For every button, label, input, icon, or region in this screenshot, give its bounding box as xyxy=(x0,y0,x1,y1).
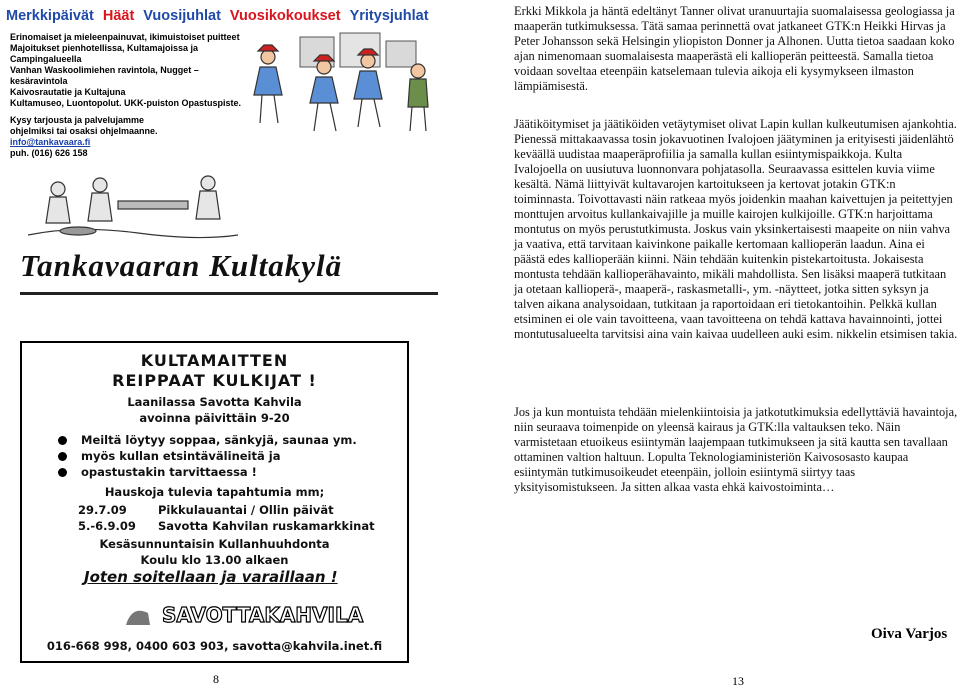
ad-line: avoinna päivittäin 9-20 xyxy=(139,411,290,425)
event-row: 5.-6.9.09 Savotta Kahvilan ruskamarkkinat xyxy=(78,519,375,533)
call-to-action: Joten soitellaan ja varaillaan ! xyxy=(84,568,338,586)
ad-phone: 016-668 998, 0400 603 903, savotta@kahvila.inet.fi xyxy=(46,639,383,653)
email-link[interactable]: info@tankavaara.fi xyxy=(10,137,91,147)
left-page xyxy=(0,0,470,685)
dancers-illustration xyxy=(240,27,440,137)
bullet-icon xyxy=(58,468,67,477)
ad-title: REIPPAAT KULKIJAT ! xyxy=(112,371,317,390)
ad-line: Kaivosrautatie ja Kultajuna xyxy=(10,87,126,97)
page-number-right: 13 xyxy=(732,674,744,688)
ad-line: Kultamuseo, Luontopolut. UKK-puiston Opastuspiste. xyxy=(10,98,241,108)
bullet-icon xyxy=(58,436,67,445)
bullet-item: opastustakin tarvittaessa ! xyxy=(58,465,257,479)
bullet-item: Meiltä löytyy soppaa, sänkyjä, saunaa ym. xyxy=(58,433,357,447)
savotta-kahvila-logo xyxy=(122,595,372,631)
paragraph: Erkki Mikkola ja häntä edeltänyt Tanner olivat uranuurtajia suomalaisessa geologiassa ja maaperän tutkimuksessa. Tätä samaa perinnettä ovat jatkaneet GTK:n Heikki Hirvas ja Peter Johansson sekä Helsingin yliopiston Donner ja Alhonen. Uutta tietoa saadaan koko ajan nimenomaan suomalaisesta maaperästä eli kallioperän peitteestä. Samalla tietoa voidaan soveltaa eteenpäin katselemaan tulevia aikoja eli kysymykseen ilmaston lämpiämisestä. xyxy=(514,4,955,93)
tagline-item: Vuosikokoukset xyxy=(229,8,341,24)
contact-line: ohjelmiksi tai osaksi ohjelmaanne. xyxy=(10,126,158,136)
brand-underline xyxy=(20,292,438,295)
ad-line: Majoitukset pienhotellissa, Kultamajoissa ja xyxy=(10,43,199,53)
gold-panners-illustration xyxy=(18,165,243,245)
course-line: Koulu klo 13.00 alkaen xyxy=(140,553,289,567)
ad-features xyxy=(10,32,240,109)
author-name: Oiva Varjos xyxy=(871,626,948,642)
brand-logo: Tankavaaran Kultakylä xyxy=(20,248,343,283)
ad-contact xyxy=(10,115,240,159)
logo-text: SAVOTTAKAHVILA xyxy=(162,603,364,627)
ad-title: KULTAMAITTEN xyxy=(140,351,289,370)
tagline-item: Vuosijuhlat xyxy=(143,8,221,24)
paragraph: Jäätiköitymiset ja jäätiköiden vetäytymiset olivat Lapin kullan kulkeutumisen ajankohtia. Pienessä mittakaavassa tosin jokavuotinen Ivalojoen jäätyminen ja erityisesti jäidenlähtö keväällä uudistaa maaperäprofiilia ja samalla kullan esiintymispaikkoja. Kulta Ivalojoella on uusiutuva luonnonvara pohjatasolla. Seuraavassa esittelen kuvia viime kesältä. Nämä liittyivät kultavarojen kartoitukseen ja kertovat jotakin GTK:n toiminnasta. Toivottavasti näin ratkeaa myös joidenkin maahan kaivettujen ja peitettyjen monttujen arvoitus kullankaivajille ja muille kairojen kulkijoille. GTK:n harjoittama montutus on myös perustutkimusta. Joskus vain yksinkertaisesti maapeite on niin vahva ja vaativa, että tarvitaan kaivinkone paikalle kertomaan kallioperän laadun. Aina ei päästä edes kallioperään kiinni. Näin tehdään kuitenkin pistekartoitusta. Jokaisesta montusta tehdään kallioperähavainto, mikäli mahdollista. Sen lisäksi maaperä tutkitaan ja otetaan kallioperä-, maaperä-, raskasmetalli-, ym. -näytteet, jotka sitten syksyn ja talven aikana analysoidaan, tutkitaan ja raportoidaan eri tietokantoihin. Pelkkä kullan etsiminen ei ole vain tavoitteena, vaan tavoitteena on tehdä kattava havainnointi, jottei montutusalueelta tarvitsisi aina vain kaivaa uudelleen auki esim. nikkelin etsimisen takia. xyxy=(514,117,958,341)
ad-line: Erinomaiset ja mieleenpainuvat, ikimuistoiset puitteet xyxy=(10,32,240,42)
bullet-icon xyxy=(58,452,67,461)
ad-line: Vanhan Waskoolimiehen ravintola, Nugget – xyxy=(10,65,199,75)
phone-number: puh. (016) 626 158 xyxy=(10,148,88,158)
events-heading: Hauskoja tulevia tapahtumia mm; xyxy=(104,485,325,499)
bullet-item: myös kullan etsintävälineitä ja xyxy=(58,449,280,463)
tagline-item: Häät xyxy=(102,8,135,24)
tagline-item: Merkkipäivät xyxy=(6,8,94,24)
event-row: 29.7.09 Pikkulauantai / Ollin päivät xyxy=(78,503,334,517)
ad-line: kesäravintola xyxy=(10,76,68,86)
tagline-item: Yritysjuhlat xyxy=(349,8,429,24)
savotta-ad-box xyxy=(20,341,409,663)
ad-line: Laanilassa Savotta Kahvila xyxy=(127,395,302,409)
event-tagline xyxy=(6,5,436,27)
course-line: Kesäsunnuntaisin Kullanhuuhdonta xyxy=(99,537,330,551)
page-number-left: 8 xyxy=(213,672,219,686)
contact-line: Kysy tarjousta ja palvelujamme xyxy=(10,115,145,125)
ad-line: Campingalueella xyxy=(10,54,82,64)
paragraph: Jos ja kun montuista tehdään mielenkiintoisia ja jatkotutkimuksia edellyttäviä havaintoja, niin seuraava toimenpide on yleensä kairaus ja GTK:lla valtauksen teko. Näin varmistetaan etuoikeus esiintymän laajempaan tutkimukseen ja sitä kautta sen tavallaan ottaminen valtion haltuun. Lopulta Teknologiaministeriön Kaivososasto kaupaa esiintymän tutkimusoikeudet eteenpäin, jolloin esiintymä siirtyy taas yksityisomistukseen. Ja sitten alkaa vasta ehkä kaivostoiminta… xyxy=(514,405,958,494)
